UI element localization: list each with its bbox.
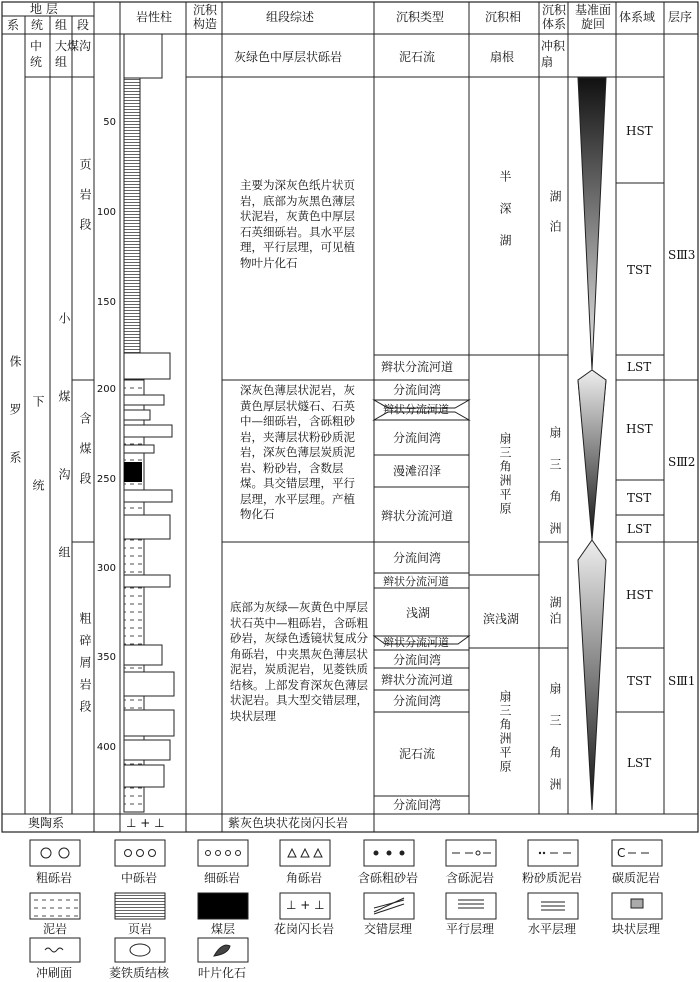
facies-semi-deep: 半深湖 <box>498 170 512 266</box>
facies-fan-root: 扇根 <box>490 50 515 64</box>
depth-label: 100 <box>96 207 116 218</box>
depth-label: 150 <box>96 297 116 308</box>
legend-granodiorite-symbol: ⊥ + ⊥ <box>286 898 325 912</box>
legend-fine-conglomerate: 细砾岩 <box>204 871 241 885</box>
tract-lst: LST <box>627 522 652 536</box>
system-fan-delta: 扇三角洲 <box>548 682 562 810</box>
desc-dameigou: 灰绿色中厚层状砾岩 <box>234 50 343 64</box>
system-alluvial-fan: 冲积扇 <box>541 39 566 69</box>
header-systems-tract: 体系域 <box>619 10 656 24</box>
header-strata: 地 层 <box>30 2 58 16</box>
sed-type-braided: 辫状分流河道 <box>383 636 449 649</box>
system-lake: 湖泊 <box>548 596 562 628</box>
desc-coarse: 底部为灰绿—灰黄色中厚层状石英中—粗砾岩，含砾粗砂岩，灰绿色透镜状复成分角砾岩，中夹黑灰色薄层状泥岩，炭质泥岩，见菱铁质结核。上部发育深灰色薄层状泥岩。具大型交错层理，块状层理 <box>230 600 368 723</box>
legend-granodiorite: 花岗闪长岩 <box>274 922 335 936</box>
header-group: 组 <box>55 18 68 32</box>
tract-hst: HST <box>626 422 653 436</box>
depth-label: 50 <box>103 117 116 128</box>
legend-scour-surface: 冲刷面 <box>36 966 73 980</box>
sed-type-bay: 分流间湾 <box>393 798 442 812</box>
sed-type-shallow-lake: 浅湖 <box>406 606 431 620</box>
facies-fan-delta-plain: 扇三角洲平原 <box>498 432 512 516</box>
series-middle: 中统 <box>30 39 45 69</box>
legend-carbonaceous-symbol: C <box>617 846 626 860</box>
sed-type-bay: 分流间湾 <box>393 383 442 397</box>
tract-hst: HST <box>626 124 653 138</box>
legend-horizontal-bedding: 水平层理 <box>528 922 577 936</box>
sequence-s2: SⅢ2 <box>668 455 696 469</box>
desc-shale: 主要为深灰色纸片状页岩，底部为灰黑色薄层状泥岩，灰黄色中厚层石英细砾岩。具水平层理，平行层理，可见植物叶片化石 <box>240 178 355 270</box>
header-description: 组段综述 <box>266 10 315 24</box>
group-dameigou: 大煤沟组 <box>55 39 92 69</box>
facies-shore-shallow: 滨浅湖 <box>483 612 520 626</box>
header-sed-facies: 沉积相 <box>485 10 522 24</box>
sequence-s1: SⅢ1 <box>668 674 696 688</box>
legend-coal-seam: 煤层 <box>211 922 236 936</box>
tract-tst: TST <box>627 491 652 505</box>
system-jurassic: 侏罗系 <box>8 355 22 499</box>
system-fan-delta: 扇三角洲 <box>548 426 562 554</box>
legend-medium-conglomerate: 中砾岩 <box>121 871 158 885</box>
tract-tst: TST <box>627 674 652 688</box>
legend-silty-mudstone: 粉砂质泥岩 <box>522 871 583 885</box>
member-coarse: 粗碎屑岩段 <box>78 612 92 722</box>
depth-label: 350 <box>96 652 116 663</box>
legend-cross-bedding: 交错层理 <box>364 922 413 936</box>
desc-coal: 深灰色薄层状泥岩，灰黄色厚层状燧石、石英中—细砾岩，含砾粗砂岩，夹薄层状粉砂质泥岩，深灰色薄层炭质泥岩、粉砂岩，含数层煤。具交错层理，平行层理，水平层理。产植物化石 <box>240 383 355 521</box>
sequence-s3: SⅢ3 <box>668 248 696 262</box>
header-series: 统 <box>31 18 44 32</box>
sed-type-braided: 辫状分流河道 <box>383 403 449 416</box>
header-sed-structure: 沉积构造 <box>192 3 217 31</box>
depth-label: 250 <box>96 474 116 485</box>
depth-label: 300 <box>96 563 116 574</box>
header-system: 系 <box>7 18 20 32</box>
sed-type-debris-flow: 泥石流 <box>399 50 436 64</box>
tract-lst: LST <box>627 756 652 770</box>
header-sequence: 层序 <box>668 10 693 24</box>
system-lake: 湖泊 <box>548 190 562 250</box>
sed-type-braided: 辫状分流河道 <box>381 509 454 523</box>
sed-type-swamp: 漫滩沼泽 <box>393 464 442 478</box>
sed-type-braided: 辫状分流河道 <box>383 575 449 588</box>
legend-massive-bedding: 块状层理 <box>612 922 661 936</box>
legend-pebbly-sandstone: 含砾粗砂岩 <box>358 871 419 885</box>
member-coal: 含煤段 <box>78 412 92 502</box>
sed-type-braided: 辫状分流河道 <box>381 360 454 374</box>
legend-siderite-nodule: 菱铁质结核 <box>109 966 170 980</box>
legend-mudstone: 泥岩 <box>43 922 68 936</box>
tract-tst: TST <box>627 263 652 277</box>
header-sed-type: 沉积类型 <box>396 10 445 24</box>
basement-granodiorite-symbol: ⊥ + ⊥ <box>126 816 165 830</box>
series-lower: 下统 <box>31 395 45 563</box>
sed-type-bay: 分流间湾 <box>393 431 442 445</box>
sed-type-bay: 分流间湾 <box>393 653 442 667</box>
sed-type-bay: 分流间湾 <box>393 694 442 708</box>
legend-breccia: 角砾岩 <box>286 871 323 885</box>
tract-hst: HST <box>626 588 653 602</box>
sed-type-bay: 分流间湾 <box>393 551 442 565</box>
legend-shale: 页岩 <box>128 922 153 936</box>
legend-pebbly-mudstone: 含砾泥岩 <box>446 871 495 885</box>
group-xiaomeigou: 小煤沟组 <box>57 312 71 624</box>
facies-fan-delta-plain: 扇三角洲平原 <box>498 690 512 774</box>
legend-parallel-bedding: 平行层理 <box>446 922 495 936</box>
legend-leaf-fossil: 叶片化石 <box>198 966 247 980</box>
depth-label: 400 <box>96 742 116 753</box>
header-lithology-column: 岩性柱 <box>136 10 173 24</box>
depth-label: 200 <box>96 384 116 395</box>
header-member: 段 <box>77 18 90 32</box>
header-base-cycle: 基准面旋回 <box>574 3 611 31</box>
legend-coarse-conglomerate: 粗砾岩 <box>36 871 73 885</box>
sed-type-braided: 辫状分流河道 <box>381 673 454 687</box>
tract-lst: LST <box>627 360 652 374</box>
member-shale: 页岩段 <box>78 158 92 248</box>
header-sed-system: 沉积体系 <box>541 3 566 31</box>
desc-ordovician: 紫灰色块状花岗闪长岩 <box>228 816 349 830</box>
sed-type-debris-flow: 泥石流 <box>399 747 436 761</box>
ordovician-label: 奥陶系 <box>28 816 65 830</box>
legend-carbonaceous-mudstone: 碳质泥岩 <box>612 871 661 885</box>
